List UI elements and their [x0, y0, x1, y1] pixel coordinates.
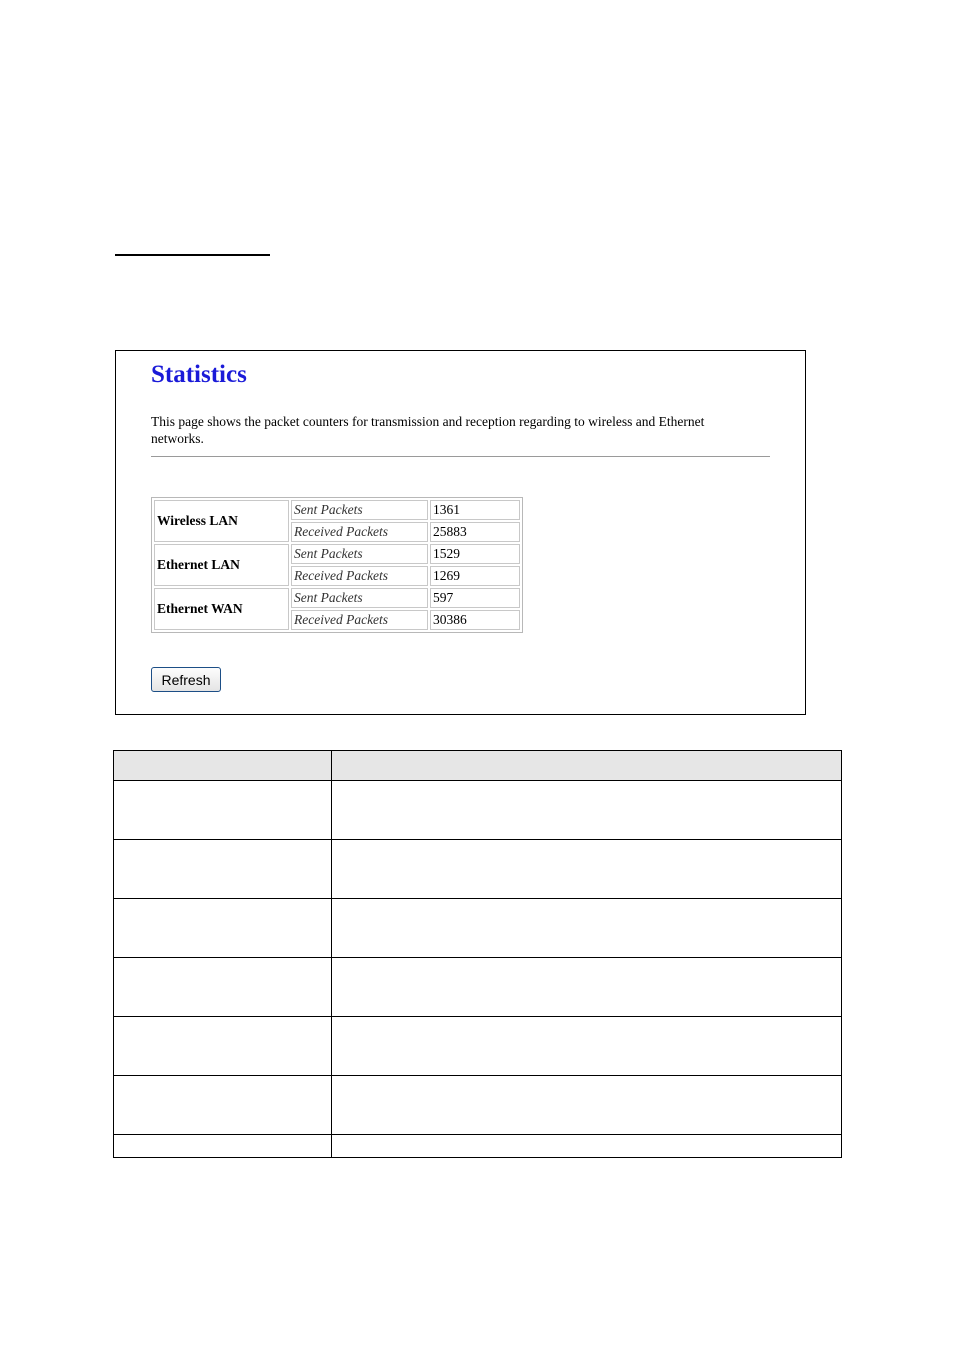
counter-label: Sent Packets — [291, 500, 428, 520]
table-row — [114, 899, 842, 958]
group-label-ethernet-wan: Ethernet WAN — [154, 588, 289, 630]
divider — [151, 456, 770, 457]
refresh-button[interactable]: Refresh — [151, 667, 221, 692]
counter-value: 30386 — [430, 610, 520, 630]
group-label-wireless-lan: Wireless LAN — [154, 500, 289, 542]
table-row — [114, 1135, 842, 1158]
table-row — [114, 1017, 842, 1076]
description-cell — [332, 958, 842, 1017]
group-label-ethernet-lan: Ethernet LAN — [154, 544, 289, 586]
page-description: This page shows the packet counters for transmission and reception regarding to wireless and Ethernet networks. — [151, 414, 705, 446]
statistics-table — [151, 497, 523, 633]
header-cell-description — [332, 751, 842, 781]
item-cell — [114, 781, 332, 840]
description-cell — [332, 1017, 842, 1076]
table-row — [114, 781, 842, 840]
table-row — [154, 588, 520, 608]
item-cell — [114, 899, 332, 958]
page-title: Statistics — [151, 361, 247, 388]
item-cell — [114, 1076, 332, 1135]
counter-label: Sent Packets — [291, 544, 428, 564]
table-row — [114, 958, 842, 1017]
counter-label: Sent Packets — [291, 588, 428, 608]
counter-value: 25883 — [430, 522, 520, 542]
item-cell — [114, 958, 332, 1017]
table-row — [154, 544, 520, 564]
counter-label: Received Packets — [291, 610, 428, 630]
item-cell — [114, 1135, 332, 1158]
description-cell — [332, 781, 842, 840]
counter-value: 597 — [430, 588, 520, 608]
table-row — [114, 840, 842, 899]
counter-label: Received Packets — [291, 522, 428, 542]
counter-value: 1361 — [430, 500, 520, 520]
description-cell — [332, 1076, 842, 1135]
description-table — [113, 750, 842, 1158]
section-heading-underline — [115, 254, 270, 256]
item-cell — [114, 1017, 332, 1076]
counter-label: Received Packets — [291, 566, 428, 586]
table-row — [114, 1076, 842, 1135]
header-cell-item — [114, 751, 332, 781]
counter-value: 1269 — [430, 566, 520, 586]
description-cell — [332, 840, 842, 899]
description-cell — [332, 1135, 842, 1158]
table-header-row — [114, 751, 842, 781]
table-row — [154, 500, 520, 520]
item-cell — [114, 840, 332, 899]
counter-value: 1529 — [430, 544, 520, 564]
description-cell — [332, 899, 842, 958]
statistics-screenshot — [115, 350, 806, 715]
